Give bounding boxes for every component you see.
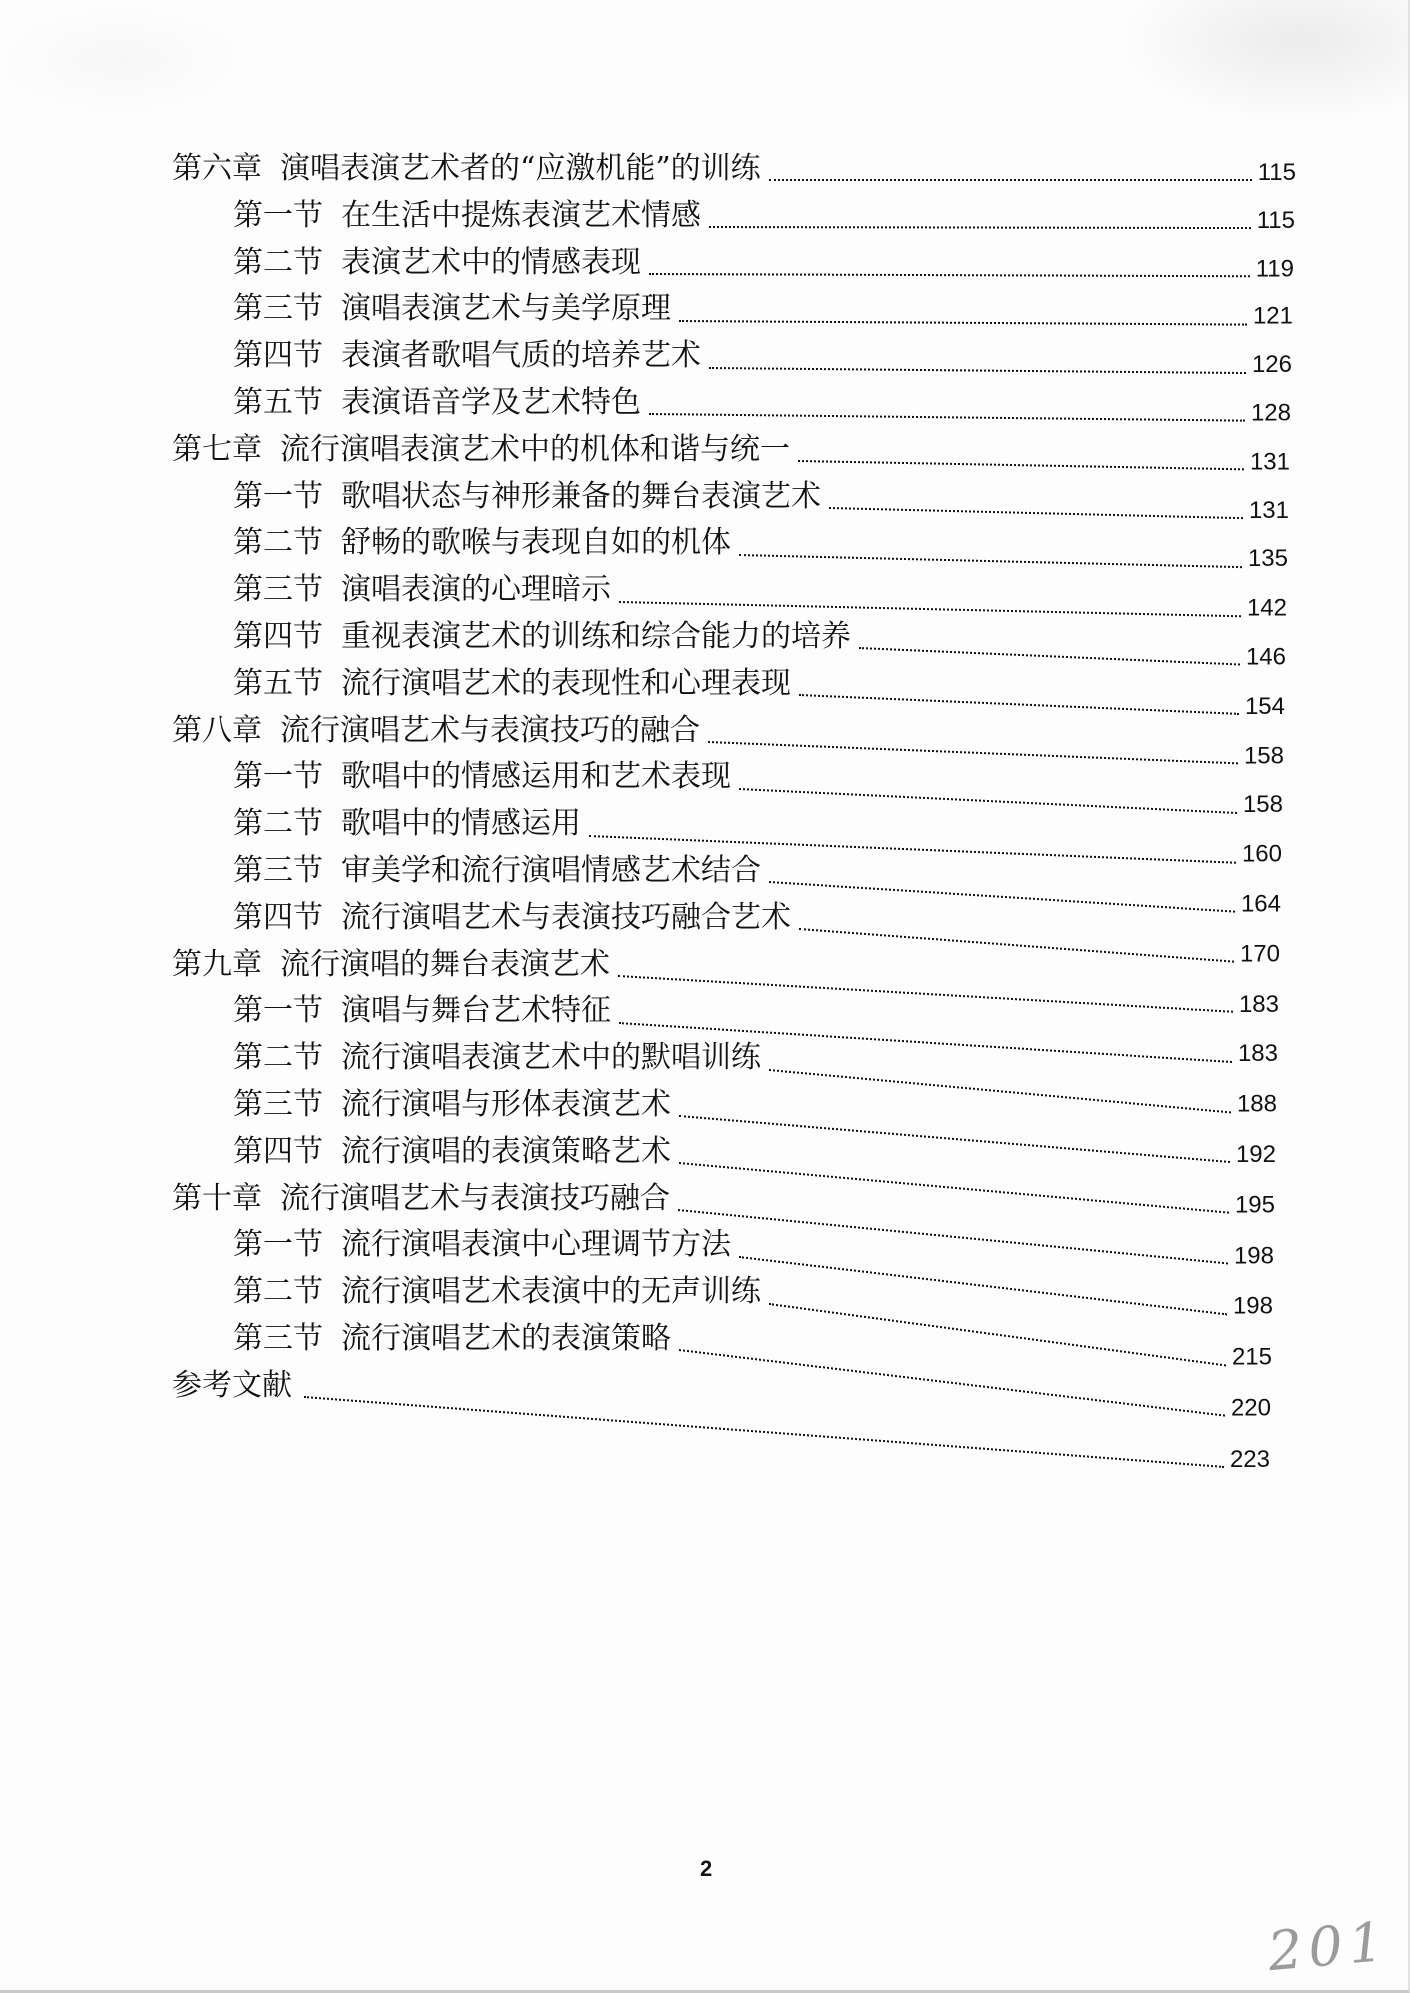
toc-entry-title: 审美学和流行演唱情感艺术结合: [341, 852, 761, 888]
toc-leader-dots: [769, 179, 1252, 181]
toc-page-number: 192: [1235, 1140, 1276, 1168]
toc-page-number: 195: [1234, 1191, 1275, 1219]
toc-page-number: 115: [1257, 159, 1296, 186]
toc-entry-title: 表演者歌唱气质的培养艺术: [341, 338, 701, 374]
toc-page-number: 198: [1232, 1292, 1273, 1320]
toc-entry-label: 第六章: [172, 151, 262, 186]
toc-entry-title: 重视表演艺术的训练和综合能力的培养: [341, 618, 851, 654]
toc-section-row: [0, 333, 1410, 380]
toc-entry-label: 第三节: [233, 291, 323, 327]
toc-entry-label: 第四节: [233, 1133, 323, 1169]
toc-entry-label: 第一节: [233, 478, 323, 514]
toc-entry-label: 第十章: [172, 1180, 262, 1216]
toc-entry-label: 第三节: [233, 852, 323, 888]
toc-leader-dots: [304, 1396, 1224, 1468]
toc-entry-label: 第二节: [233, 1040, 323, 1076]
toc-section-row: [0, 567, 1410, 622]
toc-entry-label: 第一节: [233, 993, 323, 1029]
toc-chapter-row: [0, 427, 1410, 474]
toc-page-number: 188: [1236, 1090, 1277, 1118]
toc-section-row: [0, 520, 1410, 573]
toc-page-number: 164: [1240, 890, 1281, 918]
toc-entry-title: 演唱表演艺术与美学原理: [341, 291, 671, 327]
toc-page-number: 220: [1230, 1394, 1271, 1422]
toc-entry-label: 第四节: [233, 618, 323, 654]
toc-page-number: 119: [1255, 254, 1294, 282]
toc-entry-label: 第二节: [233, 525, 323, 561]
toc-entry-title: 演唱表演艺术者的“应激机能”的训练: [280, 151, 761, 186]
toc-entry-label: 第九章: [172, 946, 262, 982]
toc-entry-label: 第三节: [233, 1086, 323, 1122]
toc-section-row: [0, 661, 1410, 720]
toc-entry-title: 流行演唱艺术的表现性和心理表现: [341, 665, 791, 701]
toc-entry-label: 第七章: [172, 431, 262, 467]
toc-entry-title: 流行演唱表演艺术中的机体和谐与统一: [280, 431, 790, 467]
toc-page-number: 183: [1237, 1040, 1278, 1068]
toc-page-number: 160: [1241, 840, 1282, 868]
toc-leader-dots: [649, 273, 1250, 277]
toc-page-number: 128: [1250, 399, 1291, 427]
toc-list: [0, 146, 1410, 1473]
toc-section-row: [0, 614, 1410, 671]
toc-section-row: [0, 801, 1410, 868]
toc-entry-title: 在生活中提炼表演艺术情感: [341, 197, 701, 233]
toc-entry-title: 歌唱状态与神形兼备的舞台表演艺术: [341, 478, 821, 514]
toc-entry-title: 流行演唱表演中心理调节方法: [341, 1227, 731, 1263]
toc-section-row: [0, 193, 1410, 240]
toc-entry-label: 第八章: [172, 712, 262, 748]
toc-section-row: [0, 286, 1410, 333]
page-number: 2: [700, 1856, 713, 1881]
toc-section-row: [0, 474, 1410, 524]
toc-entry-title: 流行演唱艺术的表演策略: [341, 1320, 671, 1356]
toc-chapter-row: [0, 708, 1410, 769]
toc-entry-label: 第五节: [233, 384, 323, 420]
toc-page-number: 154: [1244, 692, 1285, 720]
toc-entry-label: 参考文献: [172, 1367, 292, 1403]
toc-entry-label: 第二节: [233, 1274, 323, 1310]
toc-leader-dots: [829, 507, 1243, 519]
toc-page-number: 142: [1246, 594, 1287, 622]
toc-page-number: 183: [1238, 990, 1279, 1018]
toc-entry-title: 歌唱中的情感运用和艺术表现: [341, 759, 731, 795]
toc-entry-title: 流行演唱艺术与表演技巧融合: [280, 1180, 670, 1216]
toc-entry-title: 流行演唱与形体表演艺术: [341, 1086, 671, 1122]
toc-chapter-row: [0, 146, 1410, 193]
toc-leader-dots: [739, 554, 1242, 568]
toc-section-row: [0, 380, 1410, 427]
toc-page-number: 215: [1231, 1343, 1272, 1371]
toc-entry-label: 第三节: [233, 572, 323, 608]
toc-page-number: 158: [1242, 791, 1283, 819]
toc-entry-label: 第一节: [233, 759, 323, 795]
toc-entry-title: 歌唱中的情感运用: [341, 806, 581, 842]
toc-page-number: 121: [1252, 302, 1293, 330]
toc-leader-dots: [709, 226, 1251, 229]
toc-references-row: [0, 1363, 1410, 1473]
toc-leader-dots: [709, 367, 1246, 374]
toc-entry-label: 第一节: [233, 197, 323, 233]
toc-entry-title: 流行演唱的舞台表演艺术: [280, 946, 610, 982]
toc-page-number: 146: [1245, 643, 1286, 671]
toc-entry-label: 第三节: [233, 1320, 323, 1356]
toc-entry-title: 流行演唱艺术表演中的无声训练: [341, 1274, 761, 1310]
toc-entry-label: 第四节: [233, 338, 323, 374]
toc-page-number: 126: [1251, 351, 1292, 379]
toc-page-number: 135: [1247, 545, 1288, 573]
toc-section-row: [0, 240, 1410, 287]
toc-entry-label: 第一节: [233, 1227, 323, 1263]
toc-page-number: 223: [1229, 1445, 1270, 1473]
toc-page-number: 131: [1249, 448, 1290, 476]
toc-entry-title: 舒畅的歌喉与表现自如的机体: [341, 525, 731, 561]
toc-entry-title: 流行演唱的表演策略艺术: [341, 1133, 671, 1169]
toc-entry-title: 演唱表演的心理暗示: [341, 572, 611, 608]
toc-entry-label: 第四节: [233, 899, 323, 935]
toc-entry-title: 流行演唱艺术与表演技巧的融合: [280, 712, 700, 748]
toc-leader-dots: [649, 413, 1245, 422]
toc-entry-label: 第五节: [233, 665, 323, 701]
toc-entry-title: 流行演唱艺术与表演技巧融合艺术: [341, 899, 791, 935]
toc-leader-dots: [798, 460, 1244, 470]
toc-page-number: 158: [1243, 741, 1284, 769]
toc-entry-title: 表演艺术中的情感表现: [341, 244, 641, 280]
toc-entry-title: 表演语音学及艺术特色: [341, 384, 641, 420]
toc-page-number: 170: [1239, 940, 1280, 968]
toc-entry-label: 第二节: [233, 244, 323, 280]
toc-page-number: 131: [1248, 496, 1289, 524]
toc-entry-title: 演唱与舞台艺术特征: [341, 993, 611, 1029]
handwritten-page-note: 201: [1265, 1909, 1392, 1984]
toc-page-number: 115: [1256, 206, 1295, 234]
toc-entry-label: 第二节: [233, 806, 323, 842]
toc-entry-title: 流行演唱表演艺术中的默唱训练: [341, 1040, 761, 1076]
toc-page-number: 198: [1233, 1242, 1274, 1270]
toc-leader-dots: [679, 320, 1247, 326]
